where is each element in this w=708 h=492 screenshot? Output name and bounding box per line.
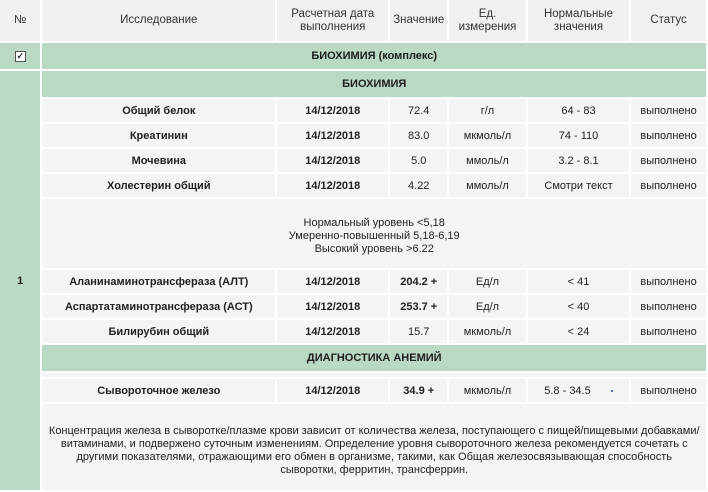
test-norm: 74 - 110 (528, 124, 629, 147)
test-unit: Ед/л (449, 295, 526, 318)
test-value: 83.0 (390, 124, 447, 147)
note-row (0, 199, 706, 268)
test-status: выполнено (631, 99, 706, 122)
test-status: выполнено (631, 379, 706, 402)
test-status: выполнено (631, 124, 706, 147)
table-row (0, 99, 706, 122)
test-name: Холестерин общий (42, 174, 275, 197)
test-value: 34.9 + (390, 379, 447, 402)
test-name: Аланинаминотрансфераза (АЛТ) (42, 270, 275, 293)
test-unit: Ед/л (449, 270, 526, 293)
test-unit: ммоль/л (449, 149, 526, 172)
test-date: 14/12/2018 (277, 124, 388, 147)
test-date: 14/12/2018 (277, 379, 388, 402)
test-name: Сывороточное железо (42, 379, 275, 402)
complex-checkbox[interactable]: ✓ (16, 51, 24, 61)
test-date: 14/12/2018 (277, 99, 388, 122)
test-date: 14/12/2018 (277, 149, 388, 172)
table-header (0, 0, 706, 41)
note-line: Умеренно-повышенный 5,18-6,19 (288, 230, 460, 242)
test-status: выполнено (631, 149, 706, 172)
table-row (0, 124, 706, 147)
spacer-row (0, 373, 706, 377)
test-date: 14/12/2018 (277, 320, 388, 343)
test-name: Мочевина (42, 149, 275, 172)
table-row (0, 320, 706, 343)
test-unit: мкмоль/л (449, 124, 526, 147)
test-norm: < 41 (528, 270, 629, 293)
group-title: БИОХИМИЯ (42, 71, 706, 97)
complex-title: БИОХИМИЯ (комплекс) (42, 43, 706, 69)
test-norm: < 24 (528, 320, 629, 343)
test-status: выполнено (631, 295, 706, 318)
test-norm (528, 379, 629, 402)
test-value: 72.4 (390, 99, 447, 122)
note-line: Нормальный уровень <5,18 (303, 217, 445, 229)
note-line: Высокий уровень >6.22 (314, 243, 434, 255)
cholesterol-note (42, 199, 706, 268)
test-norm: < 40 (528, 295, 629, 318)
table-row (0, 295, 706, 318)
col-header-num: № (0, 0, 40, 41)
table-row (0, 174, 706, 197)
col-header-status: Статус (631, 0, 706, 41)
test-unit: ммоль/л (449, 174, 526, 197)
iron-note: Концентрация железа в сыворотке/плазме крови зависит от количества железа, поступающего с пищей/пищевыми добавками/витаминами, и подвержено суточным изменениям. Определение уровня сывороточного железа рекомендуется сочетать с другими показателями, отражающими его обмен в организме, такими, как Общая железосвязывающая способность сыворотки, ферритин, трансферрин. (42, 404, 706, 490)
test-value: 5.0 (390, 149, 447, 172)
test-norm[interactable]: Смотри текст (528, 174, 629, 197)
test-status: выполнено (631, 270, 706, 293)
test-unit: г/л (449, 99, 526, 122)
test-name: Общий белок (42, 99, 275, 122)
test-name: Креатинин (42, 124, 275, 147)
test-norm-text: 5.8 - 34.5 (544, 384, 591, 397)
test-value: 253.7 + (390, 295, 447, 318)
order-number: 1 (0, 71, 40, 490)
test-status: выполнено (631, 320, 706, 343)
col-header-unit: Ед. измерения (449, 0, 526, 41)
group-header (0, 345, 706, 371)
group-header (0, 71, 706, 97)
test-unit: мкмоль/л (449, 379, 526, 402)
test-norm: 64 - 83 (528, 99, 629, 122)
test-value: 4.22 (390, 174, 447, 197)
note-row (0, 404, 706, 490)
test-date: 14/12/2018 (277, 270, 388, 293)
col-header-value: Значение (390, 0, 447, 41)
test-date: 14/12/2018 (277, 295, 388, 318)
test-name: Билирубин общий (42, 320, 275, 343)
table-row (0, 149, 706, 172)
test-norm: 3.2 - 8.1 (528, 149, 629, 172)
test-value: 204.2 + (390, 270, 447, 293)
test-unit: мкмоль/л (449, 320, 526, 343)
group-title: ДИАГНОСТИКА АНЕМИЙ (42, 345, 706, 371)
marker-dot (611, 390, 613, 392)
test-value: 15.7 (390, 320, 447, 343)
col-header-study: Исследование (42, 0, 275, 41)
complex-row (0, 43, 706, 69)
complex-checkbox-cell (0, 43, 40, 69)
col-header-norm: Нормальные значения (528, 0, 629, 41)
test-status: выполнено (631, 174, 706, 197)
test-date: 14/12/2018 (277, 174, 388, 197)
table-row (0, 379, 706, 402)
table-row (0, 270, 706, 293)
col-header-date: Расчетная дата выполнения (277, 0, 388, 41)
test-name: Аспартатаминотрансфераза (АСТ) (42, 295, 275, 318)
